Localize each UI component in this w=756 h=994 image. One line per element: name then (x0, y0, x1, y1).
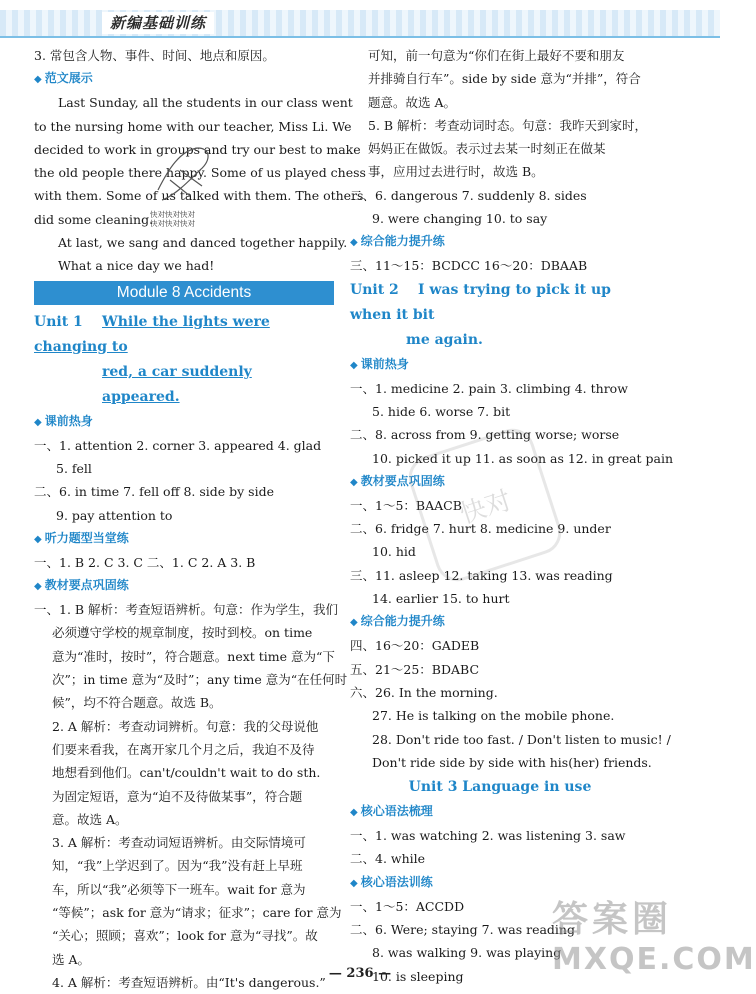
answer-line: 四、16～20：GADEB (350, 638, 480, 654)
section-header-zhnl: ◆ 综合能力提升练 (350, 234, 445, 249)
explanation-line: 必须遵守学校的规章制度，按时到校。on time (52, 625, 313, 641)
answer-line: 28. Don't ride too fast. / Don't listen to music! / (372, 731, 671, 747)
unit3-title: Unit 3 Language in use (408, 779, 592, 796)
diamond-icon: ◆ (350, 877, 358, 889)
answer-line: 9. pay attention to (56, 507, 173, 523)
answer-line: 三、11～15：BCDCC 16～20：DBAAB (350, 258, 588, 274)
explanation-line: 一、1. B 解析：考查短语辨析。句意：作为学生，我们 (34, 602, 339, 618)
essay-line: At last, we sang and danced together happily. (58, 235, 348, 251)
essay-line: Last Sunday, all the students in our class went (58, 95, 353, 111)
essay-line: did some cleaning. (34, 211, 154, 227)
answer-line: 六、26. In the morning. (350, 684, 498, 700)
handwriting-scribble (150, 140, 220, 210)
essay-line: the old people there happy. Some of us played chess (34, 165, 366, 181)
answer-line: 二、6. dangerous 7. suddenly 8. sides (350, 187, 587, 203)
unit-label: Unit 1 (34, 313, 83, 330)
book-title: 新编基础训练 (102, 12, 214, 34)
answer-line: 二、6. Were; staying 7. was reading (350, 922, 575, 938)
answer-line: 5. fell (56, 460, 92, 476)
answer-line: 三、11. asleep 12. taking 13. was reading (350, 567, 613, 583)
module-title-bar: Module 8 Accidents (34, 281, 334, 305)
answer-line: 10. hid (372, 544, 416, 560)
section-header-fanwen: ◆ 范文展示 (34, 71, 93, 86)
explanation-line: 2. A 解析：考查动词辨析。句意：我的父母说他 (52, 718, 319, 734)
diamond-icon: ◆ (34, 533, 42, 545)
answer-line: 一、1～5：ACCDD (350, 898, 465, 914)
intro-line: 3. 常包含人物、事件、时间、地点和原因。 (34, 48, 275, 63)
answer-line: 二、6. fridge 7. hurt 8. medicine 9. under (350, 521, 611, 537)
explanation-line: 并排骑自行车”。side by side 意为“并排”，符合 (368, 71, 641, 87)
explanation-line: 事，应用过去进行时，故选 B。 (368, 164, 544, 180)
answer-line: 8. was walking 9. was playing (372, 945, 562, 961)
answer-line: 10. picked it up 11. as soon as 12. in great pain (372, 450, 674, 466)
answer-line: 二、4. while (350, 851, 426, 867)
diamond-icon: ◆ (350, 807, 358, 819)
explanation-line: 为固定短语，意为“迫不及待做某事”，符合题 (52, 788, 303, 804)
logo-line: 答案圈 (552, 899, 673, 940)
explanation-line: 3. A 解析：考查动词短语辨析。由交际情境可 (52, 835, 306, 851)
explanation-line: 可知，前一句意为“你们在街上最好不要和朋友 (368, 48, 625, 63)
answer-line: 10. is sleeping (372, 968, 464, 984)
explanation-line: 选 A。 (52, 951, 91, 967)
explanation-line: 们要来看我，在离开家几个月之后，我迫不及待 (52, 741, 315, 757)
explanation-line: 5. B 解析：考查动词时态。句意：我昨天到家时， (368, 117, 648, 133)
unit-title-text: While the lights were changing to (34, 313, 270, 355)
essay-line: with them. Some of us talked with them. The others (34, 188, 364, 204)
answer-line: 一、1～5：BAACB (350, 497, 462, 513)
answer-line: 一、1. medicine 2. pain 3. climbing 4. throw (350, 380, 628, 396)
section-header-hxyfsl: ◆ 核心语法梳理 (350, 804, 433, 819)
explanation-line: 知，“我”上学迟到了。因为“我”没有赶上早班 (52, 858, 303, 874)
explanation-line: 妈妈正在做饭。表示过去某一时刻正在做某 (368, 141, 606, 157)
explanation-line: 题意。故选 A。 (368, 94, 457, 110)
section-header-kqrs: ◆ 课前热身 (34, 413, 93, 428)
section-header-kqrs: ◆ 课前热身 (350, 356, 409, 371)
explanation-line: 车，所以“我”必须等下一班车。wait for 意为 (52, 881, 306, 897)
answer-line: 9. were changing 10. to say (372, 211, 548, 227)
diamond-icon: ◆ (350, 237, 358, 249)
diamond-icon: ◆ (350, 359, 358, 371)
essay-line: What a nice day we had! (58, 258, 215, 274)
answer-line: 5. hide 6. worse 7. bit (372, 403, 511, 419)
logo-line: MXQE.COM (552, 942, 756, 977)
section-header-jcyd: ◆ 教材要点巩固练 (34, 578, 129, 593)
answer-line: 27. He is talking on the mobile phone. (372, 708, 615, 724)
answer-line: 一、1. B 2. C 3. C 二、1. C 2. A 3. B (34, 554, 256, 570)
explanation-line: 地想看到他们。can't/couldn't wait to do sth. (52, 765, 321, 781)
section-header-tlxs: ◆ 听力题型当堂练 (34, 530, 129, 545)
unit2-title (350, 278, 650, 353)
answer-line: 14. earlier 15. to hurt (372, 591, 510, 607)
essay-line: to the nursing home with our teacher, Miss Li. We (34, 118, 352, 134)
kuaidui-watermark: 快对 (403, 423, 567, 587)
answer-line: Don't ride side by side with his(her) friends. (372, 754, 652, 770)
explanation-line: 次”；in time 意为“及时”；any time 意为“在任何时 (52, 672, 348, 688)
answer-line: 二、6. in time 7. fell off 8. side by side (34, 484, 274, 500)
unit-title-text: me again. (406, 331, 483, 348)
unit-title-text: I was trying to pick it up when it bit (350, 281, 611, 323)
explanation-line: 候”，均不符合题意。故选 B。 (52, 695, 222, 711)
diamond-icon: ◆ (34, 416, 42, 428)
diamond-icon: ◆ (34, 74, 42, 86)
essay-line: decided to work in groups and try our best to make (34, 141, 361, 157)
diamond-icon: ◆ (350, 476, 358, 488)
scribble-note: 快对快对快对 快对快对快对 (150, 210, 195, 228)
section-header-hxyfxl: ◆ 核心语法训练 (350, 874, 433, 889)
answer-line: 一、1. attention 2. corner 3. appeared 4. glad (34, 437, 322, 453)
explanation-line: 意为“准时，按时”，符合题意。next time 意为“下 (52, 648, 335, 664)
answer-line: 一、1. was watching 2. was listening 3. saw (350, 828, 626, 844)
explanation-line: 4. A 解析：考查短语辨析。由“It's dangerous.” (52, 974, 326, 990)
section-header-jcyd: ◆ 教材要点巩固练 (350, 473, 445, 488)
diamond-icon: ◆ (34, 581, 42, 593)
explanation-line: “等候”；ask for 意为“请求；征求”；care for 意为 (52, 905, 342, 921)
unit1-title (34, 310, 334, 410)
diamond-icon: ◆ (350, 617, 358, 629)
unit-title-text: red, a car suddenly appeared. (102, 363, 252, 405)
explanation-line: 意。故选 A。 (52, 811, 128, 827)
page-number: — 236 — (328, 966, 392, 981)
answer-line: 二、8. across from 9. getting worse; worse (350, 427, 620, 443)
header-rule (0, 36, 720, 38)
answer-line: 五、21～25：BDABC (350, 661, 480, 677)
explanation-line: “关心；照顾；喜欢”；look for 意为“寻找”。故 (52, 928, 318, 944)
section-header-zhnl: ◆ 综合能力提升练 (350, 614, 445, 629)
page-header (0, 0, 720, 36)
unit-label: Unit 2 (350, 281, 399, 298)
